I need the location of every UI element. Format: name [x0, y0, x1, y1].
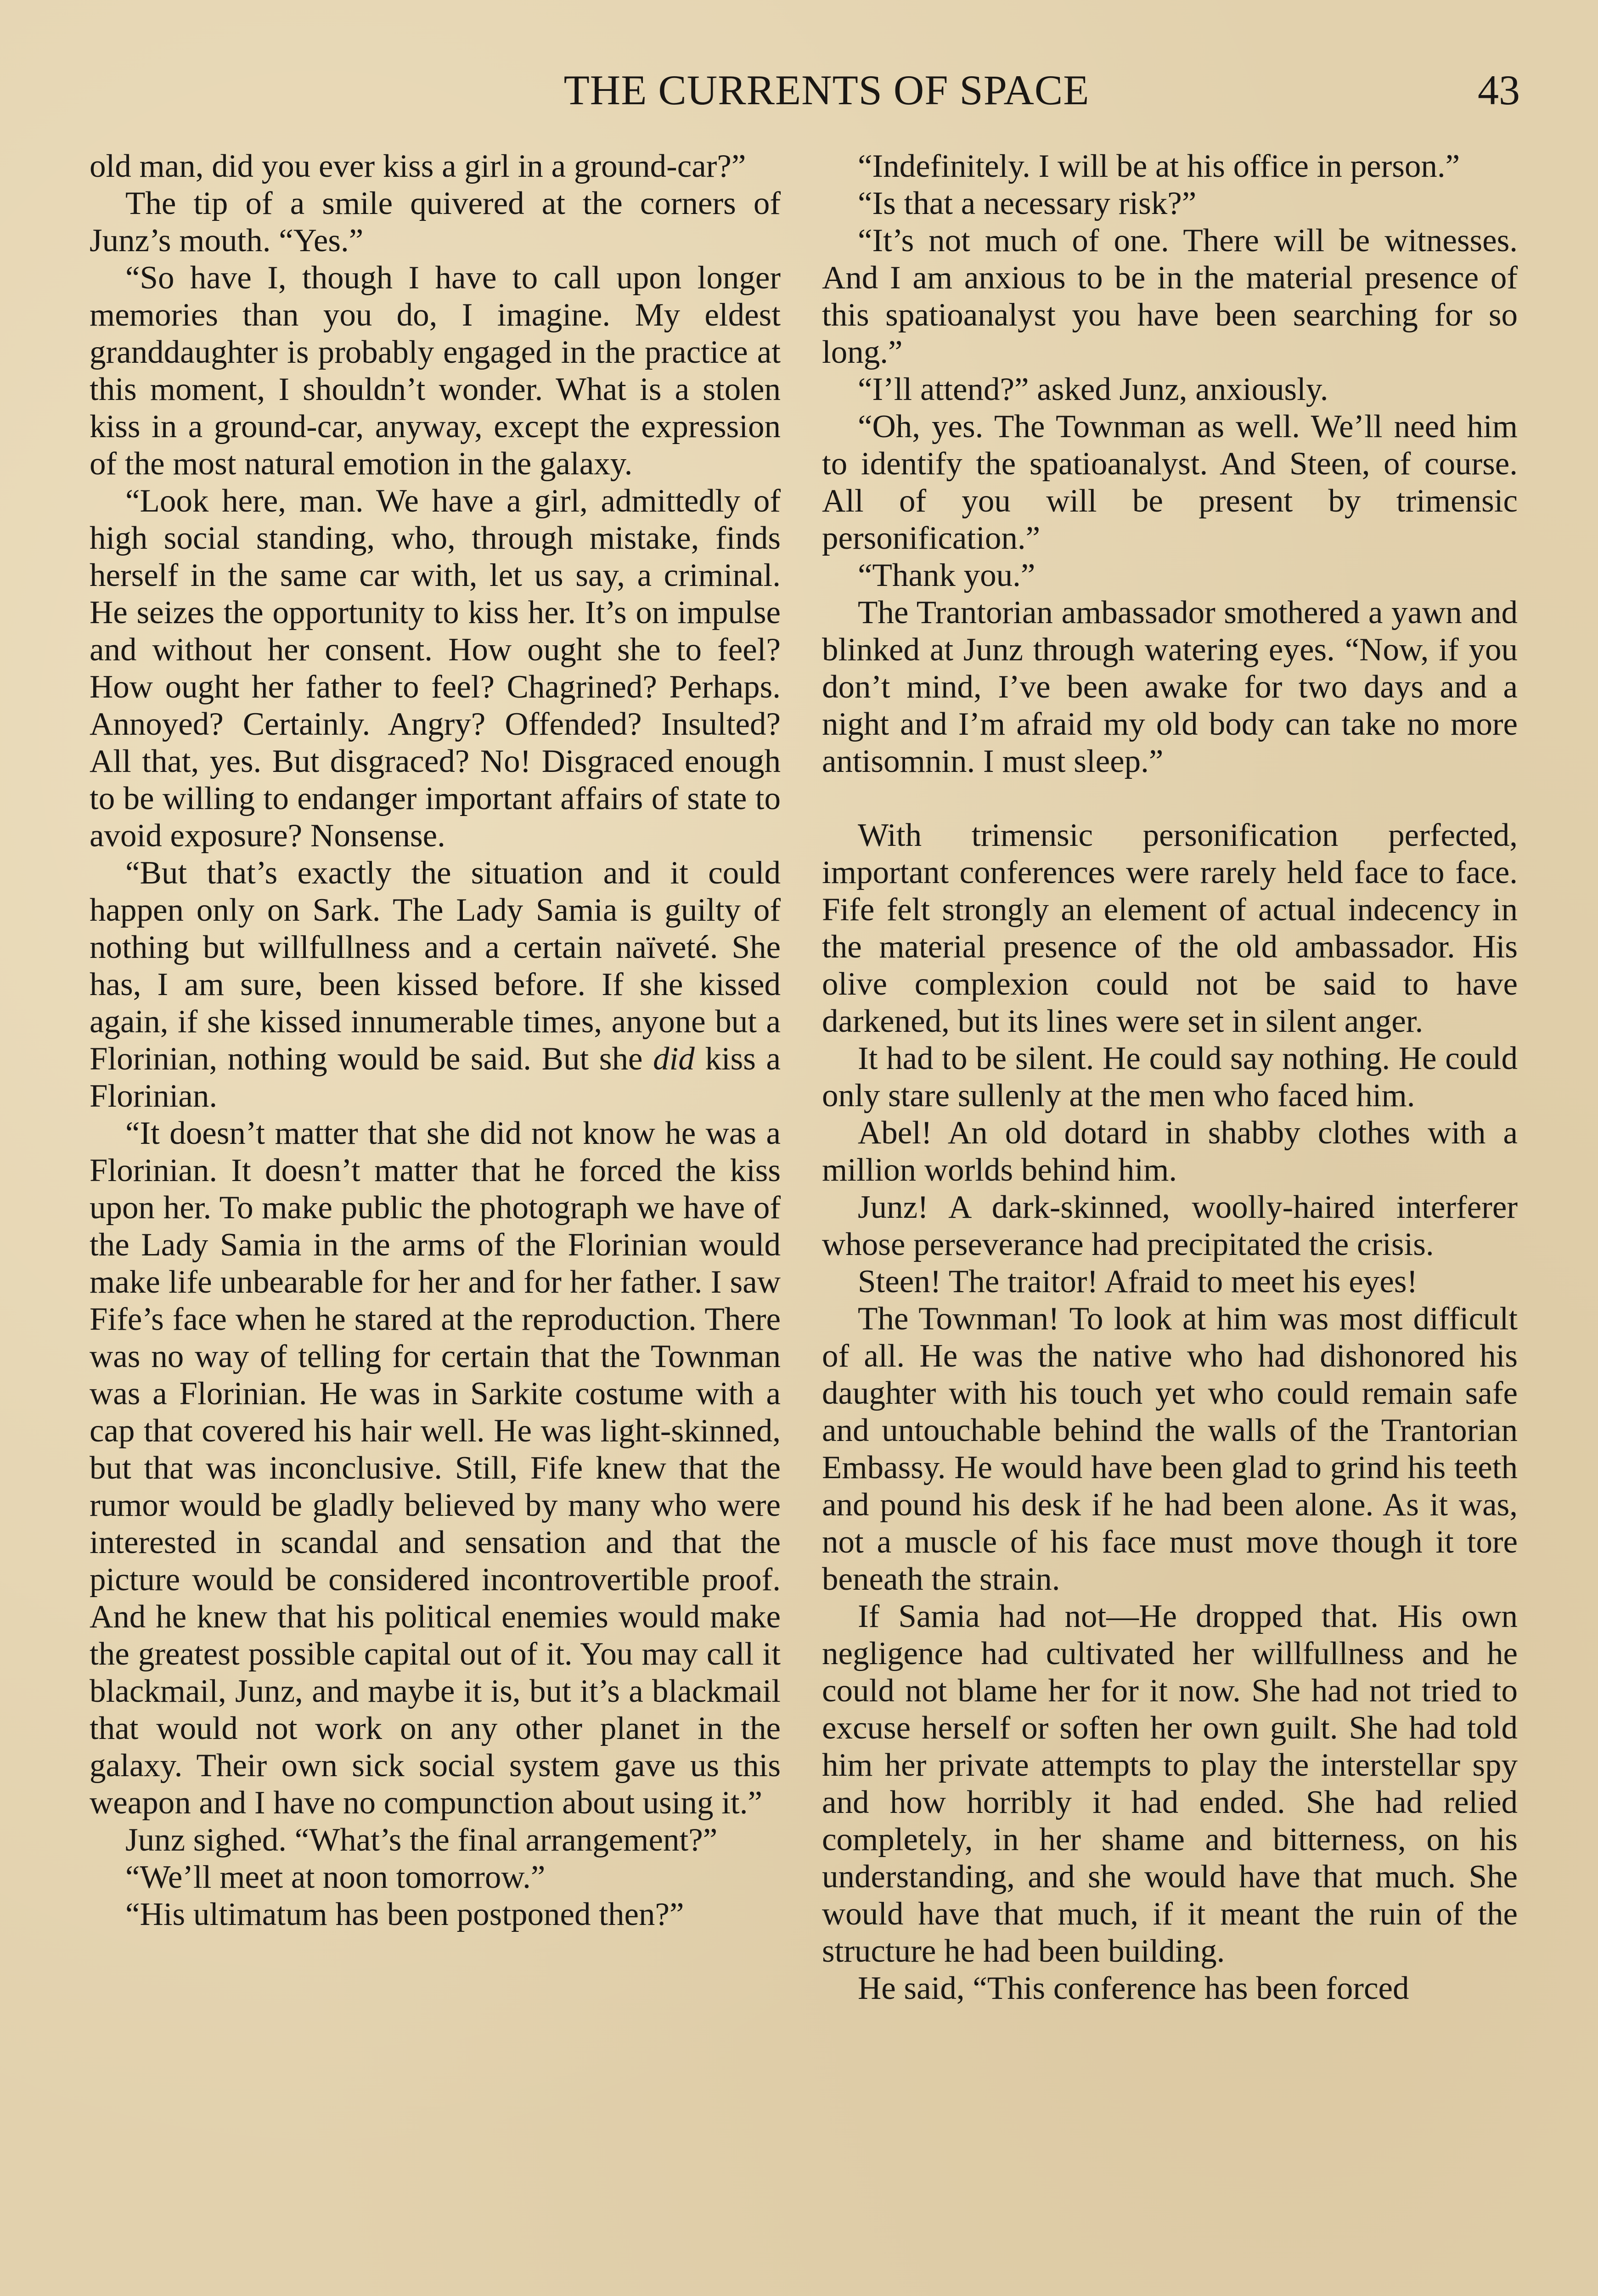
paragraph: If Samia had not—He dropped that. His own negligence had cultivated her willfullness and he could not blame her for it now. She had not tried to excuse herself or soften her own guilt. She had told him her private attempts to play the interstellar spy and how horribly it had ended. She had relied completely, in her shame and bitterness, on his understanding, and she would have that much. She would have that much, if it meant the ruin of the structure he had been building.: [822, 1598, 1518, 1969]
emphasis-text: did: [653, 1041, 695, 1077]
paragraph: old man, did you ever kiss a girl in a ground-car?”: [90, 148, 746, 184]
paragraph: With trimensic personification perfected, important conferences were rarely held face to face. Fife felt strongly an element of actual indecency in the material presence of the old ambassador. His olive complexion could not be said to have darkened, but its lines were set in silent anger.: [822, 817, 1518, 1039]
paragraph: “Indefinitely. I will be at his office in person.”: [858, 148, 1460, 184]
paragraph: The Trantorian ambassador smothered a yawn and blinked at Junz through watering eyes. “Now, if you don’t mind, I’ve been awake for two days and a night and I’m afraid my old body can take no more antisomnin. I must sleep.”: [822, 595, 1518, 779]
paragraph: Junz! A dark-skinned, woolly-haired interferer whose perseverance had precipitated the crisis.: [822, 1189, 1518, 1262]
paragraph: He said, “This conference has been forced: [858, 1970, 1409, 2006]
paragraph: The tip of a smile quivered at the corners of Junz’s mouth. “Yes.”: [90, 186, 781, 259]
paragraph: “Thank you.”: [858, 557, 1035, 593]
paragraph: [90, 855, 781, 1115]
left-column: [90, 148, 781, 1933]
paragraph: “It doesn’t matter that she did not know he was a Florinian. It doesn’t matter that he forced the kiss upon her. To make public the photograph we have of the Lady Samia in the arms of the Florinian would make life unbearable for her and for her father. I saw Fife’s face when he stared at the reproduction. There was no way of telling for certain that the Townman was a Florinian. He was in Sarkite costume with a cap that covered his hair well. He was light-skinned, but that was inconclusive. Still, Fife knew that the rumor would be gladly believed by many who were interested in scandal and sensation and that the picture would be considered incontrovertible proof. And he knew that his political enemies would make the greatest possible capital out of it. You may call it blackmail, Junz, and maybe it is, but it’s a blackmail that would not work on any other planet in the galaxy. Their own sick social system gave us this weapon and I have no compunction about using it.”: [90, 1115, 781, 1821]
paragraph: Steen! The traitor! Afraid to meet his eyes!: [858, 1264, 1418, 1300]
paragraph: Abel! An old dotard in shabby clothes with a million worlds behind him.: [822, 1115, 1518, 1188]
paragraph: “It’s not much of one. There will be witnesses. And I am anxious to be in the material presence of this spatioanalyst you have been searching for so long.”: [822, 223, 1518, 370]
paragraph: “Oh, yes. The Townman as well. We’ll need him to identify the spatioanalyst. And Steen, of course. All of you will be present by trimensic personification.”: [822, 409, 1518, 556]
paragraph: Junz sighed. “What’s the final arrangement?”: [125, 1822, 718, 1858]
paragraph: It had to be silent. He could say nothing. He could only stare sullenly at the men who faced him.: [822, 1041, 1518, 1114]
paragraph: “I’ll attend?” asked Junz, anxiously.: [858, 371, 1328, 407]
paragraph: “We’ll meet at noon tomorrow.”: [125, 1859, 546, 1895]
paragraph: The Townman! To look at him was most difficult of all. He was the native who had dishonored his daughter with his touch yet who could remain safe and untouchable behind the walls of the Trantorian Embassy. He would have been glad to grind his teeth and pound his desk if he had been alone. As it was, not a muscle of his face must move though it tore beneath the strain.: [822, 1301, 1518, 1597]
paragraph-text: kiss a Florinian.: [90, 1041, 781, 1114]
paragraph: “So have I, though I have to call upon longer memories than you do, I imagine. My eldest granddaughter is probably engaged in the practice at this moment, I shouldn’t wonder. What is a stolen kiss in a ground-car, anyway, except the expression of the most natural emotion in the galaxy.: [90, 260, 781, 482]
paragraph-text: “But that’s exactly the situation and it could happen only on Sark. The Lady Samia is guilty of nothing but willfullness and a certain naïveté. She has, I am sure, been kissed before. If she kissed again, if she kissed innumerable times, anyone but a Florinian, nothing would be said. But she: [90, 855, 781, 1077]
page-number: 43: [1478, 67, 1520, 113]
paragraph: “Look here, man. We have a girl, admittedly of high social standing, who, through mistake, finds herself in the same car with, let us say, a criminal. He seizes the opportunity to kiss her. It’s on impulse and without her consent. How ought she to feel? How ought her father to feel? Chagrined? Perhaps. Annoyed? Certainly. Angry? Offended? Insulted? All that, yes. But disgraced? No! Disgraced enough to be willing to endanger important affairs of state to avoid exposure? Nonsense.: [90, 483, 781, 854]
paragraph: “His ultimatum has been postponed then?”: [125, 1896, 684, 1932]
right-column: [822, 148, 1518, 2007]
paragraph: “Is that a necessary risk?”: [858, 186, 1197, 221]
running-title: THE CURRENTS OF SPACE: [563, 67, 1090, 113]
